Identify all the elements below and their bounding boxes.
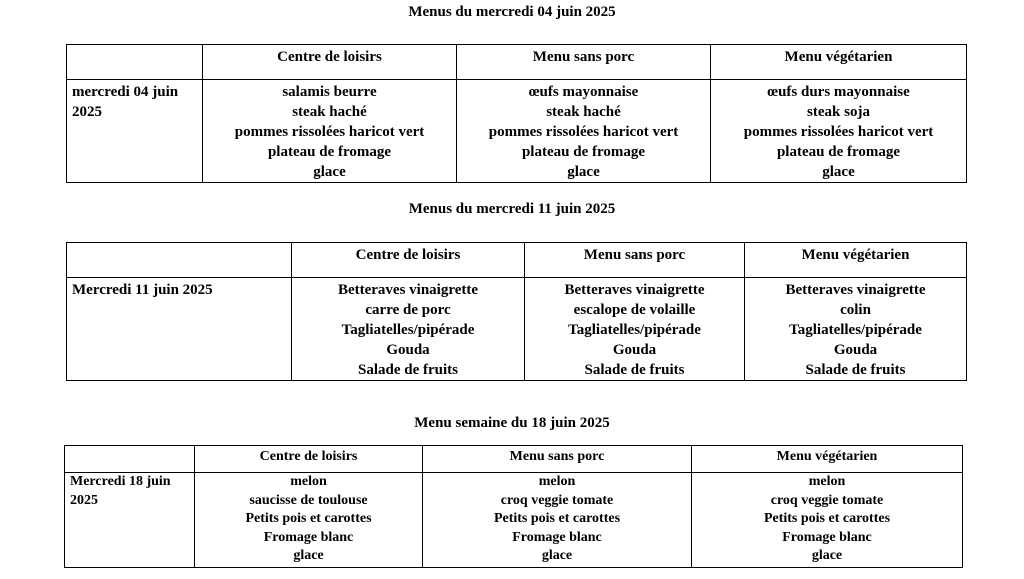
menu-cell-menu-sans-porc: [525, 278, 745, 381]
menu-cell-menu-sans-porc: [457, 80, 711, 183]
dish-item: Betteraves vinaigrette: [337, 282, 479, 298]
dish-item: glace: [811, 548, 843, 563]
section-title: Menus du mercredi 04 juin 2025: [408, 4, 616, 20]
header-menu-vegetarien: Menu végétarien: [711, 45, 967, 80]
dish-item: Petits pois et carottes: [763, 511, 891, 526]
menu-cell-centre-de-loisirs: [203, 80, 457, 183]
dish-item: œufs mayonnaise: [528, 84, 639, 100]
dish-item: melon: [538, 474, 576, 489]
section-title: Menu semaine du 18 juin 2025: [414, 415, 610, 431]
dish-item: Salade de fruits: [805, 362, 906, 378]
dish-item: Tagliatelles/pipérade: [341, 322, 475, 338]
header-row: [65, 446, 963, 473]
dish-item: Gouda: [386, 342, 430, 358]
dish-item: Petits pois et carottes: [493, 511, 621, 526]
dish-item: pommes rissolées haricot vert: [234, 124, 425, 140]
menu-cell-menu-vegetarien: [692, 473, 963, 568]
dish-item: Fromage blanc: [782, 529, 872, 545]
dish-item: pommes rissolées haricot vert: [743, 124, 934, 140]
header-centre-de-loisirs: Centre de loisirs: [195, 446, 423, 473]
header-centre-de-loisirs: Centre de loisirs: [292, 243, 525, 278]
dish-item: Betteraves vinaigrette: [564, 282, 705, 298]
dish-item: Betteraves vinaigrette: [785, 282, 926, 298]
dish-item: steak haché: [292, 104, 367, 120]
menu-table: [66, 242, 967, 381]
menu-table: [66, 44, 967, 183]
dish-item: steak haché: [546, 104, 621, 120]
dish-item: glace: [567, 164, 600, 180]
dish-item: carre de porc: [365, 302, 451, 318]
empty-header-cell: [65, 446, 195, 473]
header-row: [67, 45, 967, 80]
table-row: [67, 278, 967, 381]
menu-cell-centre-de-loisirs: [195, 473, 423, 568]
menu-cell-menu-sans-porc: [423, 473, 692, 568]
header-menu-sans-porc: Menu sans porc: [525, 243, 745, 278]
dish-item: Tagliatelles/pipérade: [789, 322, 922, 338]
menu-table: [64, 445, 963, 568]
dish-item: Fromage blanc: [263, 529, 354, 545]
dish-item: saucisse de toulouse: [249, 492, 368, 508]
dish-item: Gouda: [833, 342, 878, 358]
dish-item: plateau de fromage: [267, 144, 392, 160]
dish-item: salamis beurre: [282, 84, 377, 100]
dish-item: Tagliatelles/pipérade: [568, 322, 701, 338]
header-row: [67, 243, 967, 278]
dish-item: melon: [808, 474, 846, 489]
menu-cell-menu-vegetarien: [711, 80, 967, 183]
dish-item: Gouda: [612, 342, 657, 358]
header-menu-vegetarien: Menu végétarien: [745, 243, 967, 278]
dish-item: glace: [313, 164, 346, 180]
dish-item: steak soja: [807, 104, 870, 120]
header-menu-sans-porc: Menu sans porc: [423, 446, 692, 473]
dish-item: croq veggie tomate: [770, 492, 884, 508]
dish-item: plateau de fromage: [776, 144, 901, 160]
header-centre-de-loisirs: Centre de loisirs: [203, 45, 457, 80]
dish-item: glace: [822, 164, 855, 180]
section-title: Menus du mercredi 11 juin 2025: [408, 201, 616, 217]
dish-item: escalope de volaille: [573, 302, 696, 318]
dish-item: Salade de fruits: [357, 362, 458, 378]
table-row: [65, 473, 963, 568]
empty-header-cell: [67, 45, 203, 80]
empty-header-cell: [67, 243, 292, 278]
dish-item: colin: [840, 302, 871, 318]
menu-cell-centre-de-loisirs: [292, 278, 525, 381]
dish-item: croq veggie tomate: [500, 492, 614, 508]
dish-item: glace: [293, 548, 324, 563]
dish-item: Petits pois et carottes: [245, 511, 372, 526]
date-cell: mercredi 04 juin 2025: [67, 80, 203, 183]
header-menu-vegetarien: Menu végétarien: [692, 446, 963, 473]
table-row: [67, 80, 967, 183]
date-cell: Mercredi 11 juin 2025: [67, 278, 292, 381]
dish-item: œufs durs mayonnaise: [767, 84, 910, 100]
dish-item: Salade de fruits: [584, 362, 685, 378]
dish-item: glace: [541, 548, 573, 563]
dish-item: pommes rissolées haricot vert: [488, 124, 679, 140]
dish-item: plateau de fromage: [521, 144, 646, 160]
header-menu-sans-porc: Menu sans porc: [457, 45, 711, 80]
dish-item: Fromage blanc: [512, 529, 602, 545]
date-cell: Mercredi 18 juin 2025: [65, 473, 195, 568]
menu-cell-menu-vegetarien: [745, 278, 967, 381]
dish-item: melon: [290, 474, 327, 489]
